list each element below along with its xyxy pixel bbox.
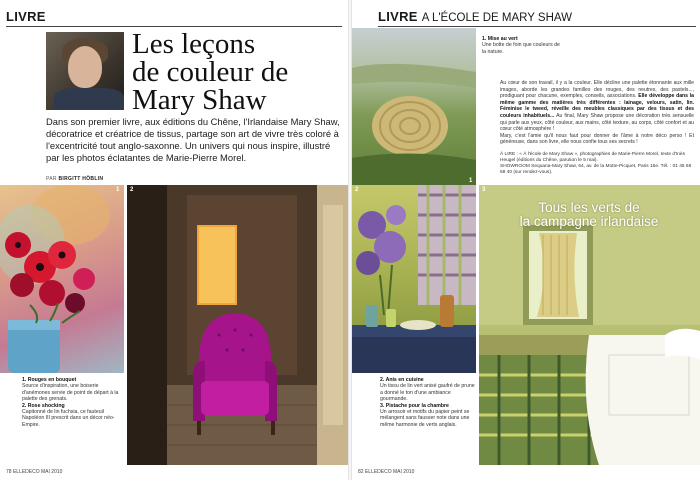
caption-text: Source d'inspiration, une boiserie d'anémones servie de point de départ à la palette des grenats. xyxy=(22,383,119,403)
caption-text: Un arrosoir et motifs du papier peint se mélangent sans fausser note dans une même harmonie de verts anglais. xyxy=(380,409,470,428)
byline-prefix: PAR xyxy=(46,176,57,182)
section-rubric xyxy=(378,9,572,24)
photo-green-bedroom xyxy=(479,185,700,465)
title-line-2: de couleur de xyxy=(132,56,289,88)
left-page xyxy=(0,0,348,480)
rubric-subtitle: A L'ÉCOLE DE MARY SHAW xyxy=(421,12,572,24)
page-folio: 82 ELLEDECO MAI 2010 xyxy=(358,469,415,475)
caption-text: Capitonné de lin fuchsia, ce fauteuil Napoléon III prescrit dans un décor néo-Empire. xyxy=(22,409,115,428)
photo-number: 1 xyxy=(116,187,120,193)
caption-text: Une botte de foin que couleurs de la nature. xyxy=(482,42,560,55)
photo-kitchen-lilacs xyxy=(352,185,476,373)
photo-anemones xyxy=(0,185,124,373)
title-line-3: Mary Shaw xyxy=(132,84,267,116)
photo-fuchsia-armchair xyxy=(127,185,348,465)
body-end: Au final, Mary Shaw propose une décoration très sensuelle qui parle aux yeux, côté couleur, aux mains, côté texture, au corps, côté confort et au cœur côté atmosphère ! xyxy=(500,112,694,133)
header-rule xyxy=(6,26,342,27)
article-notes xyxy=(500,152,694,176)
rubric-label: LIVRE xyxy=(378,9,418,24)
article-body xyxy=(500,80,694,146)
caption-title: 1. Mise au vert xyxy=(482,36,518,42)
photo-hay-bale xyxy=(352,28,476,186)
caption-text: Un tissu de lin vert anisé gaufré de prune a donné le ton d'une ambiance gourmande. xyxy=(380,383,475,403)
page-folio: 78 ELLEDECO MAI 2010 xyxy=(6,469,63,475)
intro-paragraph: Dans son premier livre, aux éditions du Chêne, l'Irlandaise Mary Shaw, décoratrice et créatrice de tissus, partage son art de vivre très coloré à l'excentricité tout anglo-saxonne. Un univers qui nous inspire, illustré par les photos éclatantes de Marie-Pierre Morel. xyxy=(46,116,340,163)
title-line-1: Les leçons xyxy=(132,28,256,60)
overlay-line-2: la campagne irlandaise xyxy=(519,214,659,229)
photo-number: 1 xyxy=(469,178,473,184)
author-portrait xyxy=(46,32,124,110)
photo-number: 2 xyxy=(355,187,359,193)
caption-title: 2. Rose shocking xyxy=(22,402,65,409)
note-book: À LIRE : « À l'école de Mary Shaw », photographies de Marie-Pierre Morel, texte d'Inès Heugel (éditions du Chêne, parution le 5 mai). xyxy=(500,152,686,163)
body-paragraph-2: Mary, c'est l'amie qu'il nous faut pour donner de l'âme à notre déco perso ! Et généreuse, dans son livre, elle nous confie tous ses secrets ! xyxy=(500,132,694,146)
photo-overlay-title xyxy=(489,201,689,229)
note-showroom: SHOWROOM Sequana-Mary Shaw, 64, av. de la Motte-Picquet, Paris 15e. Tél. : 01 45 66 58 40 (sur rendez-vous). xyxy=(500,164,692,175)
caption-anemones xyxy=(22,377,122,428)
body-emphasis: Elle développe dans la même gamme des matières très différentes : lainage, velours, satin, lin. Féminise le tweed, réveille des meubles classiques par des tissus et des couleurs inhabituels... xyxy=(500,93,695,119)
caption-title: 3. Pistache pour la chambre xyxy=(380,402,449,409)
overlay-line-1: Tous les verts de xyxy=(538,200,640,215)
right-page xyxy=(352,0,700,480)
caption-kitchen xyxy=(380,377,476,428)
article-title xyxy=(132,30,344,114)
section-rubric: LIVRE xyxy=(6,9,46,24)
caption-title: 2. Anis en cuisine xyxy=(380,377,424,383)
photo-number: 3 xyxy=(482,187,486,193)
body-start: Au cœur de son travail, il y a la couleur. Elle décline une palette étonnante aux mille images, aborde les grandes familles des rouges, des neutres, des pastels..., prodiguant pour chacune, exemples, conseils, associations. xyxy=(500,80,694,100)
byline xyxy=(46,176,103,182)
caption-hay-bale xyxy=(482,36,560,55)
photo-number: 2 xyxy=(130,187,134,193)
byline-author: BIRGITT HÖBLIN xyxy=(58,176,104,182)
header-rule xyxy=(378,26,696,27)
caption-title: 1. Rouges en bouquet xyxy=(22,377,77,383)
